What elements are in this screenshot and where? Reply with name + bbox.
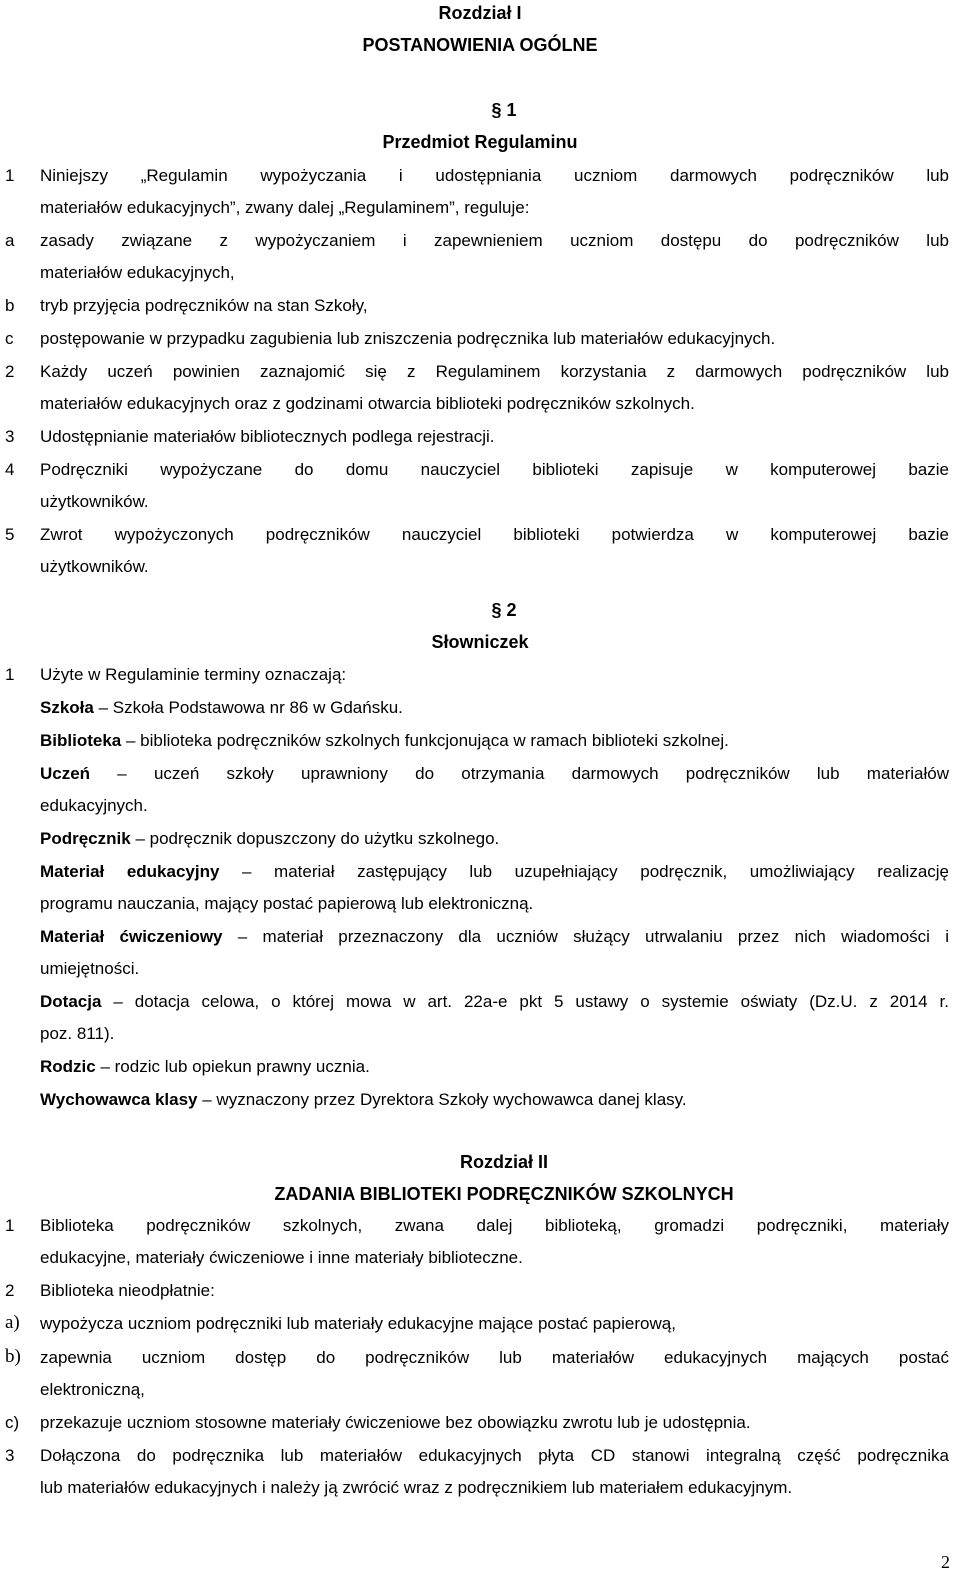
item-text: materiałów edukacyjnych oraz z godzinami otwarcia biblioteki podręczników szkolnych.: [40, 394, 695, 413]
item-number: 3: [5, 1446, 15, 1465]
subitem-text: zapewnia uczniom dostęp do podręczników lub materiałów edukacyjnych mających postać: [40, 1348, 949, 1367]
subitem-letter: b): [5, 1346, 21, 1367]
glossary-term-row: [40, 862, 949, 882]
item-number: 1: [5, 1216, 15, 1235]
section-2-title: Słowniczek: [431, 632, 529, 652]
glossary-definition: – wyznaczony przez Dyrektora Szkoły wychowawca danej klasy.: [202, 1090, 687, 1109]
glossary-term: Materiał ćwiczeniowy: [40, 927, 223, 946]
glossary-definition: – materiał zastępujący lub uzupełniający podręcznik, umożliwiający realizację: [242, 862, 950, 881]
item-text: użytkowników.: [40, 492, 149, 511]
item-text: Podręczniki wypożyczane do domu nauczyciel biblioteki zapisuje w komputerowej bazie: [40, 460, 949, 479]
glossary-term-row: [40, 829, 499, 849]
glossary-definition: – podręcznik dopuszczony do użytku szkolnego.: [135, 829, 500, 848]
glossary-term: Uczeń: [40, 764, 91, 783]
glossary-term-row: [40, 927, 949, 947]
subitem-text: postępowanie w przypadku zagubienia lub zniszczenia podręcznika lub materiałów edukacyjnych.: [40, 329, 776, 348]
glossary-term-row: [40, 764, 949, 784]
item-text: Niniejszy „Regulamin wypożyczania i udostępniania uczniom darmowych podręczników lub: [40, 166, 949, 185]
glossary-term: Rodzic: [40, 1057, 96, 1076]
item-number: 1: [5, 166, 15, 185]
item-number: 5: [5, 525, 15, 544]
glossary-term: Podręcznik: [40, 829, 131, 848]
glossary-definition: – biblioteka podręczników szkolnych funkcjonująca w ramach biblioteki szkolnej.: [125, 731, 729, 750]
chapter-2-title: Rozdział II: [459, 1152, 548, 1172]
glossary-definition: – uczeń szkoły uprawniony do otrzymania darmowych podręczników lub materiałów: [117, 764, 949, 783]
subitem-text: tryb przyjęcia podręczników na stan Szkoły,: [40, 296, 368, 315]
item-number: 1: [5, 665, 15, 684]
section-1-title: Przedmiot Regulaminu: [382, 132, 578, 152]
item-text: materiałów edukacyjnych”, zwany dalej „Regulaminem”, reguluje:: [40, 198, 530, 217]
chapter-2-subtitle: ZADANIA BIBLIOTEKI PODRĘCZNIKÓW SZKOLNYCH: [274, 1184, 734, 1204]
chapter-1-subtitle: POSTANOWIENIA OGÓLNE: [362, 35, 598, 55]
glossary-definition: – Szkoła Podstawowa nr 86 w Gdańsku.: [98, 698, 403, 717]
item-text: Biblioteka nieodpłatnie:: [40, 1281, 215, 1300]
section-2-mark: § 2: [491, 600, 517, 620]
subitem-text: zasady związane z wypożyczaniem i zapewnieniem uczniom dostępu do podręczników lub: [40, 231, 949, 250]
subitem-text: elektroniczną,: [40, 1380, 145, 1399]
glossary-definition: programu nauczania, mający postać papierową lub elektroniczną.: [40, 894, 534, 913]
item-text: Dołączona do podręcznika lub materiałów edukacyjnych płyta CD stanowi integralną część podręcznika: [40, 1446, 949, 1465]
item-number: 2: [5, 1281, 15, 1300]
subitem-letter: c: [5, 329, 14, 348]
page-number: 2: [941, 1552, 950, 1572]
glossary-definition: – dotacja celowa, o której mowa w art. 22a-e pkt 5 ustawy o systemie oświaty (Dz.U. z 2014 r.: [113, 992, 949, 1011]
item-number: 2: [5, 362, 15, 381]
glossary-term: Materiał edukacyjny: [40, 862, 220, 881]
item-number: 4: [5, 460, 15, 479]
item-text: edukacyjne, materiały ćwiczeniowe i inne materiały biblioteczne.: [40, 1248, 523, 1267]
subitem-letter: a: [5, 231, 15, 250]
item-text: lub materiałów edukacyjnych i należy ją zwrócić wraz z podręcznikiem lub materiałem edukacyjnym.: [40, 1478, 793, 1497]
glossary-definition: – rodzic lub opiekun prawny ucznia.: [100, 1057, 370, 1076]
subitem-text: materiałów edukacyjnych,: [40, 263, 235, 282]
subitem-text: przekazuje uczniom stosowne materiały ćwiczeniowe bez obowiązku zwrotu lub je udostępnia.: [40, 1413, 751, 1432]
subitem-letter: a): [5, 1312, 20, 1333]
glossary-definition: edukacyjnych.: [40, 796, 148, 815]
glossary-definition: poz. 811).: [40, 1024, 115, 1043]
chapter-1-title: Rozdział I: [438, 3, 522, 23]
glossary-intro: Użyte w Regulaminie terminy oznaczają:: [40, 665, 347, 684]
glossary-definition: – materiał przeznaczony dla uczniów służący utrwalaniu przez nich wiadomości i: [237, 927, 949, 946]
item-text: Biblioteka podręczników szkolnych, zwana dalej biblioteką, gromadzi podręczniki, materiały: [40, 1216, 949, 1235]
glossary-term: Biblioteka: [40, 731, 122, 750]
subitem-letter: b: [5, 296, 15, 315]
glossary-term-row: [40, 1090, 687, 1110]
glossary-term: Dotacja: [40, 992, 102, 1011]
subitem-text: wypożycza uczniom podręczniki lub materiały edukacyjne mające postać papierową,: [40, 1314, 676, 1333]
glossary-term-row: [40, 698, 403, 718]
glossary-term: Wychowawca klasy: [40, 1090, 198, 1109]
glossary-term-row: [40, 992, 949, 1012]
item-text: Zwrot wypożyczonych podręczników nauczyciel biblioteki potwierdza w komputerowej bazie: [40, 525, 949, 544]
glossary-term-row: [40, 1057, 370, 1077]
section-1-mark: § 1: [491, 100, 517, 120]
glossary-term: Szkoła: [40, 698, 94, 717]
subitem-letter: c): [5, 1413, 20, 1432]
glossary-term-row: [40, 731, 729, 751]
glossary-definition: umiejętności.: [40, 959, 140, 978]
item-text: Udostępnianie materiałów bibliotecznych podlega rejestracji.: [40, 427, 495, 446]
item-text: Każdy uczeń powinien zaznajomić się z Regulaminem korzystania z darmowych podręczników lub: [40, 362, 949, 381]
item-text: użytkowników.: [40, 557, 149, 576]
item-number: 3: [5, 427, 15, 446]
